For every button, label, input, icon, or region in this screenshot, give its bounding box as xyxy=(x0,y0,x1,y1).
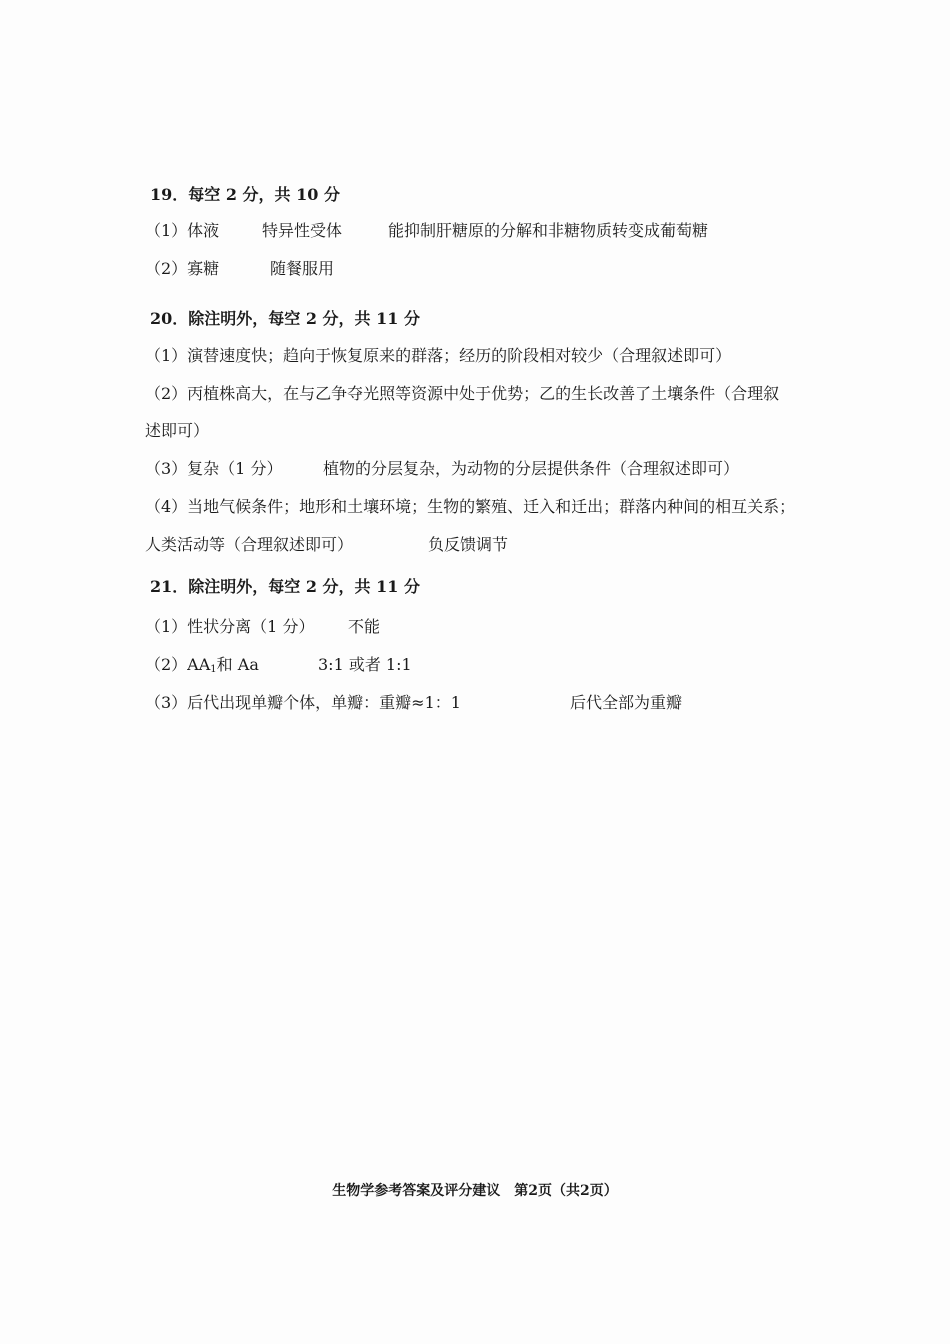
q19-part1-answer2: 特异性受体 xyxy=(262,221,343,240)
q21-part1 xyxy=(0,616,950,638)
q20-part4-line2 xyxy=(0,534,950,556)
q20-part2-line1: （2）丙植株高大，在与乙争夺光照等资源中处于优势；乙的生长改善了土壤条件（合理叙 xyxy=(145,384,780,403)
q20-part3-label: （3）复杂（1 分） xyxy=(145,459,283,478)
q20-part4-line1: （4）当地气候条件；地形和土壤环境；生物的繁殖、迁入和迁出；群落内种间的相互关系； xyxy=(145,497,796,516)
q19-part1-label: （1）体液 xyxy=(145,221,220,240)
q20-part4-line2-text: 人类活动等（合理叙述即可） xyxy=(145,535,354,554)
q19-part2-answer2: 随餐服用 xyxy=(270,259,335,278)
q20-part1: （1）演替速度快；趋向于恢复原来的群落；经历的阶段相对较少（合理叙述即可） xyxy=(145,346,732,365)
q19-part2-label: （2）寡糖 xyxy=(145,259,220,278)
q21-part3-answer2: 后代全部为重瓣 xyxy=(570,693,683,712)
q19-part2 xyxy=(0,258,950,280)
q19-heading: 19．每空 2 分，共 10 分 xyxy=(150,185,340,204)
q19-part1 xyxy=(0,220,950,242)
q21-heading: 21．除注明外，每空 2 分，共 11 分 xyxy=(150,577,420,596)
q21-part3 xyxy=(0,692,950,714)
q20-heading: 20．除注明外，每空 2 分，共 11 分 xyxy=(150,309,420,328)
q20-part2-line2: 述即可） xyxy=(145,421,210,440)
q20-part3-answer2: 植物的分层复杂，为动物的分层提供条件（合理叙述即可） xyxy=(323,459,740,478)
page-footer: 生物学参考答案及评分建议 第2页（共2页） xyxy=(332,1183,618,1199)
q21-part1-label: （1）性状分离（1 分） xyxy=(145,617,315,636)
q21-part2-label-suffix: 和 Aa xyxy=(216,655,259,674)
q21-part2-label-subscript: 1 xyxy=(210,664,217,675)
q21-part2-label-prefix: （2）AA xyxy=(145,655,211,674)
q21-part3-label: （3）后代出现单瓣个体，单瓣：重瓣≈1：1 xyxy=(145,693,461,712)
q20-part3 xyxy=(0,458,950,480)
q19-part1-answer3: 能抑制肝糖原的分解和非糖物质转变成葡萄糖 xyxy=(388,221,709,240)
q21-part2 xyxy=(0,654,950,676)
q21-part2-label xyxy=(145,654,259,681)
q21-part1-answer2: 不能 xyxy=(348,617,381,636)
q21-part2-answer2: 3:1 或者 1:1 xyxy=(318,655,412,674)
q20-part4-answer2: 负反馈调节 xyxy=(428,535,509,554)
